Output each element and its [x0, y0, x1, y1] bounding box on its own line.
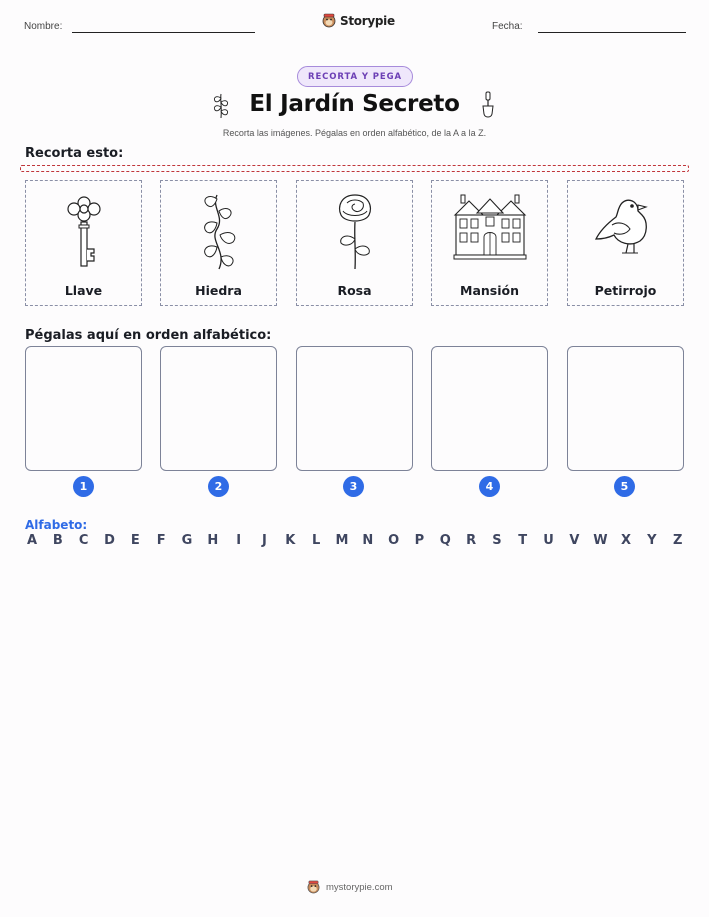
- paste-slot-5[interactable]: [567, 346, 684, 471]
- alphabet-letter: A: [26, 533, 38, 548]
- alphabet-letter: S: [492, 533, 502, 548]
- alphabet-label: Alfabeto:: [25, 518, 88, 532]
- paste-slot-2[interactable]: [160, 346, 277, 471]
- alphabet-letter: J: [262, 533, 267, 548]
- cut-line: [20, 165, 689, 172]
- brand-logo: [322, 13, 395, 28]
- trowel-icon: [480, 91, 496, 121]
- ivy-icon: [189, 189, 249, 274]
- alphabet-letter: R: [466, 533, 477, 548]
- alphabet-letter: L: [311, 533, 321, 548]
- card-label: Llave: [64, 283, 103, 298]
- slot-number-1: 1: [73, 476, 94, 497]
- cut-card-llave[interactable]: [25, 180, 142, 306]
- alphabet-letter: B: [52, 533, 63, 548]
- cut-card-petirrojo[interactable]: [567, 180, 684, 306]
- alphabet-letter: C: [78, 533, 89, 548]
- cut-card-mansion[interactable]: [431, 180, 548, 306]
- storypie-mascot-icon: [322, 13, 336, 28]
- name-label: Nombre:: [24, 21, 63, 32]
- date-label: Fecha:: [492, 21, 523, 32]
- alphabet-letter: E: [130, 533, 140, 548]
- card-label: Mansión: [460, 283, 519, 298]
- date-field-line[interactable]: [538, 32, 686, 33]
- robin-icon: [594, 189, 658, 274]
- paste-slot-1[interactable]: [25, 346, 142, 471]
- alphabet-letter: M: [335, 533, 349, 548]
- alphabet-letter: Q: [439, 533, 451, 548]
- alphabet-row: [25, 533, 685, 548]
- alphabet-letter: O: [388, 533, 400, 548]
- alphabet-letter: X: [621, 533, 632, 548]
- instructions: Recorta las imágenes. Pégalas en orden alfabético, de la A a la Z.: [222, 128, 487, 138]
- card-label: Hiedra: [195, 283, 242, 298]
- page-title: El Jardín Secreto: [249, 91, 460, 117]
- rose-icon: [325, 189, 385, 274]
- paste-slot-3[interactable]: [296, 346, 413, 471]
- cut-section-label: Recorta esto:: [25, 146, 124, 161]
- slot-number-4: 4: [479, 476, 500, 497]
- cut-card-rosa[interactable]: [296, 180, 413, 306]
- alphabet-letter: W: [593, 533, 608, 548]
- paste-slot-4[interactable]: [431, 346, 548, 471]
- slot-number-5: 5: [614, 476, 635, 497]
- alphabet-letter: G: [181, 533, 193, 548]
- storypie-mascot-icon: [307, 880, 320, 894]
- card-label: Petirrojo: [594, 283, 657, 298]
- alphabet-letter: U: [543, 533, 554, 548]
- alphabet-letter: N: [362, 533, 374, 548]
- alphabet-letter: P: [414, 533, 425, 548]
- brand-name: Storypie: [340, 13, 395, 28]
- key-icon: [54, 189, 114, 274]
- alphabet-letter: V: [569, 533, 580, 548]
- paste-section-label: Pégalas aquí en orden alfabético:: [25, 328, 272, 343]
- card-label: Rosa: [337, 283, 372, 298]
- footer-url: mystorypie.com: [326, 881, 393, 893]
- alphabet-letter: K: [285, 533, 296, 548]
- mansion-icon: [453, 189, 527, 274]
- activity-badge: RECORTA Y PEGA: [297, 66, 413, 87]
- footer: [307, 880, 393, 894]
- alphabet-letter: T: [518, 533, 528, 548]
- alphabet-letter: Z: [672, 533, 683, 548]
- alphabet-letter: I: [236, 533, 242, 548]
- alphabet-letter: H: [207, 533, 219, 548]
- alphabet-letter: D: [104, 533, 115, 548]
- cut-card-hiedra[interactable]: [160, 180, 277, 306]
- name-field-line[interactable]: [72, 32, 255, 33]
- slot-number-2: 2: [208, 476, 229, 497]
- alphabet-letter: Y: [647, 533, 657, 548]
- slot-number-3: 3: [343, 476, 364, 497]
- alphabet-letter: F: [156, 533, 166, 548]
